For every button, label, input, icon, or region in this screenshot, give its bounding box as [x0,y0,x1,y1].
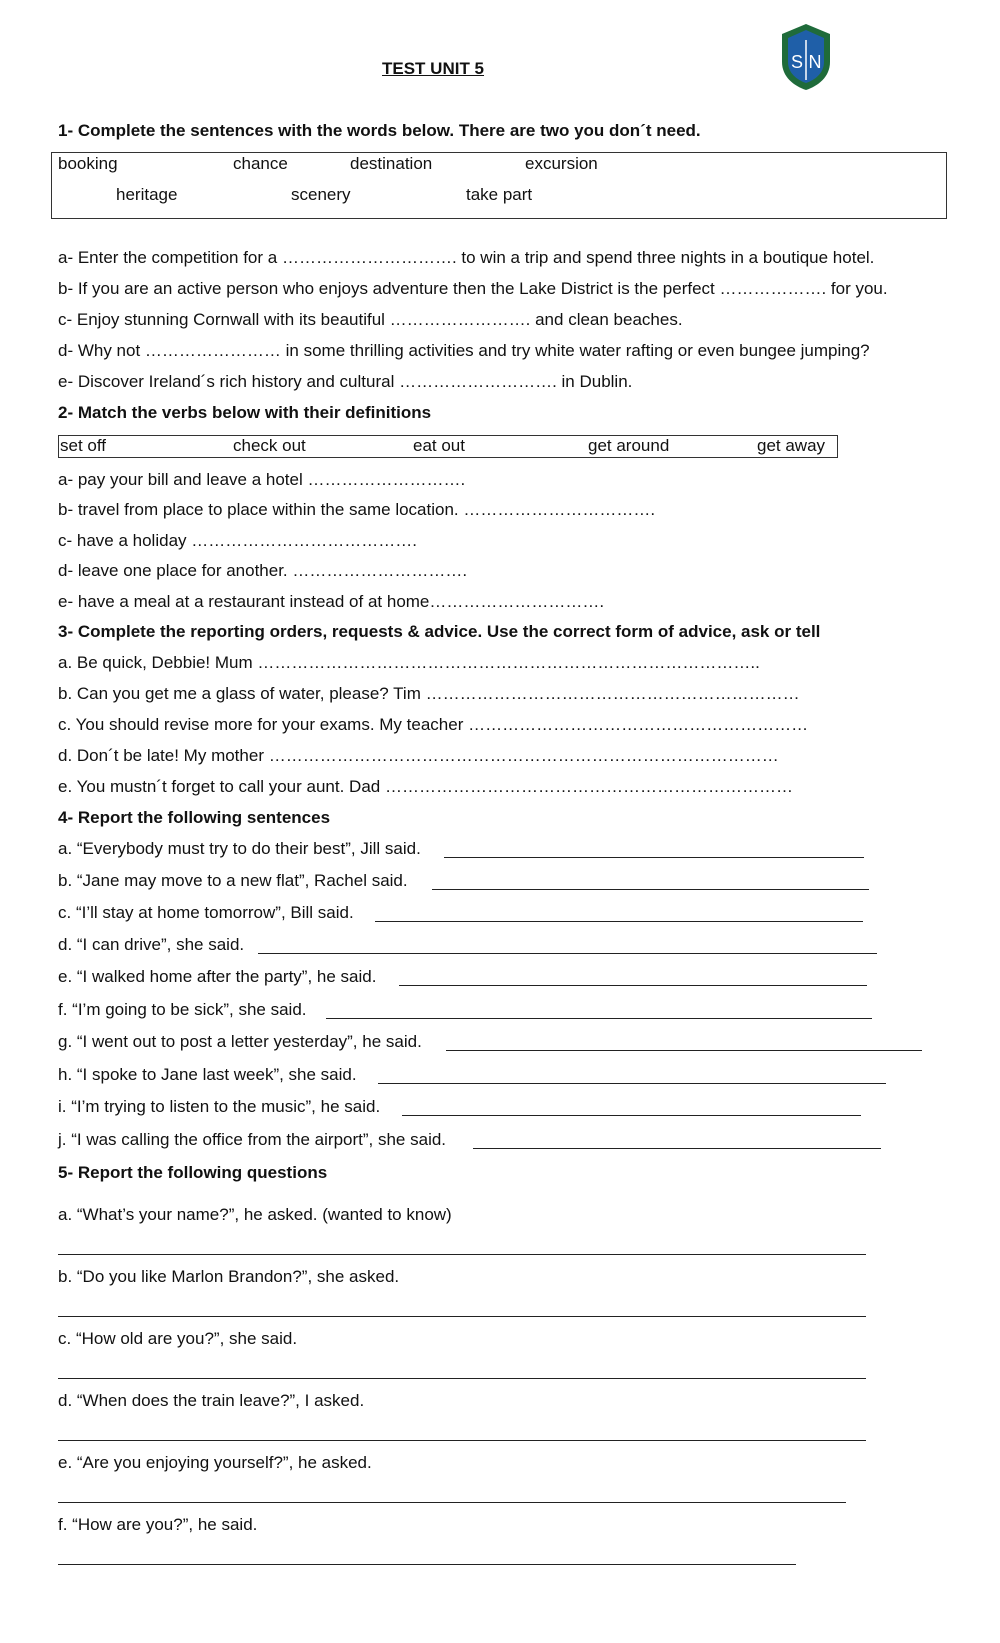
s4-answer-line-i[interactable] [402,1115,861,1116]
s5-answer-line-f[interactable] [58,1564,796,1565]
s2-item-a: a- pay your bill and leave a hotel ………………………. [58,470,466,489]
s2-item-e: e- have a meal at a restaurant instead of at home…………………………. [58,592,605,611]
s4-answer-line-f[interactable] [326,1018,872,1019]
s4-answer-line-d[interactable] [258,953,877,954]
s4-item-i: i. “I’m trying to listen to the music”, he said. [58,1097,381,1116]
section5-heading: 5- Report the following questions [58,1163,328,1182]
s4-item-c: c. “I’ll stay at home tomorrow”, Bill said. [58,903,354,922]
word-excursion: excursion [525,154,598,173]
word-take-part: take part [466,185,533,204]
s5-answer-line-e[interactable] [58,1502,846,1503]
s4-item-h: h. “I spoke to Jane last week”, she said. [58,1065,357,1084]
school-logo [778,22,834,92]
s4-answer-line-g[interactable] [446,1050,922,1051]
verb-get-away: get away [757,436,826,455]
s3-item-a: a. Be quick, Debbie! Mum …………………………………………………………………………….. [58,653,760,672]
s2-item-b: b- travel from place to place within the same location. ……………………………. [58,500,656,519]
word-booking: booking [58,154,118,173]
s4-item-g: g. “I went out to post a letter yesterday”, he said. [58,1032,422,1051]
s3-item-c: c. You should revise more for your exams. My teacher …………………………………………………… [58,715,809,734]
s1-item-e: e- Discover Ireland´s rich history and cultural ………………………. in Dublin. [58,372,633,391]
word-heritage: heritage [116,185,178,204]
s4-answer-line-b[interactable] [432,889,869,890]
verb-check-out: check out [233,436,306,455]
s3-item-d: d. Don´t be late! My mother ……………………………………………………………………………… [58,746,779,765]
s4-answer-line-j[interactable] [473,1148,881,1149]
s5-answer-line-c[interactable] [58,1378,866,1379]
s4-item-f: f. “I’m going to be sick”, she said. [58,1000,307,1019]
page-title: TEST UNIT 5 [382,59,485,78]
s4-item-a: a. “Everybody must try to do their best”, Jill said. [58,839,421,858]
s4-answer-line-e[interactable] [399,985,867,986]
s5-item-c: c. “How old are you?”, she said. [58,1329,298,1348]
s5-answer-line-d[interactable] [58,1440,866,1441]
section1-heading: 1- Complete the sentences with the words below. There are two you don´t need. [58,121,701,140]
s2-item-c: c- have a holiday …………………………………. [58,531,417,550]
s1-item-a: a- Enter the competition for a …………………………. to win a trip and spend three nights in a boutique hotel. [58,248,875,267]
word-chance: chance [233,154,288,173]
section4-heading: 4- Report the following sentences [58,808,331,827]
s5-item-d: d. “When does the train leave?”, I asked. [58,1391,365,1410]
section2-heading: 2- Match the verbs below with their definitions [58,403,432,422]
s4-item-d: d. “I can drive”, she said. [58,935,245,954]
word-scenery: scenery [291,185,351,204]
s5-item-f: f. “How are you?”, he said. [58,1515,258,1534]
logo-letter-s: S [790,52,804,72]
s5-item-a: a. “What’s your name?”, he asked. (wanted to know) [58,1205,452,1224]
section3-heading: 3- Complete the reporting orders, requests & advice. Use the correct form of advice, ask or tell [58,622,821,641]
s4-item-e: e. “I walked home after the party”, he said. [58,967,377,986]
verb-set-off: set off [60,436,106,455]
s4-answer-line-a[interactable] [444,857,864,858]
s5-item-b: b. “Do you like Marlon Brandon?”, she asked. [58,1267,400,1286]
word-destination: destination [350,154,433,173]
s1-item-b: b- If you are an active person who enjoys adventure then the Lake District is the perfect ………………. for you. [58,279,888,298]
s5-answer-line-b[interactable] [58,1316,866,1317]
logo-letter-n: N [808,52,822,72]
s5-item-e: e. “Are you enjoying yourself?”, he asked. [58,1453,372,1472]
s4-item-j: j. “I was calling the office from the airport”, she said. [58,1130,447,1149]
s1-item-d: d- Why not …………………… in some thrilling activities and try white water rafting or even bungee jumping? [58,341,870,360]
verb-get-around: get around [588,436,670,455]
s4-answer-line-h[interactable] [378,1083,886,1084]
s3-item-b: b. Can you get me a glass of water, please? Tim ………………………………………………………… [58,684,800,703]
s1-item-c: c- Enjoy stunning Cornwall with its beautiful ……………………. and clean beaches. [58,310,683,329]
s5-answer-line-a[interactable] [58,1254,866,1255]
s4-answer-line-c[interactable] [375,921,863,922]
s4-item-b: b. “Jane may move to a new flat”, Rachel said. [58,871,408,890]
s2-item-d: d- leave one place for another. …………………………. [58,561,468,580]
verb-eat-out: eat out [413,436,465,455]
s3-item-e: e. You mustn´t forget to call your aunt. Dad ……………………………………………………………… [58,777,793,796]
